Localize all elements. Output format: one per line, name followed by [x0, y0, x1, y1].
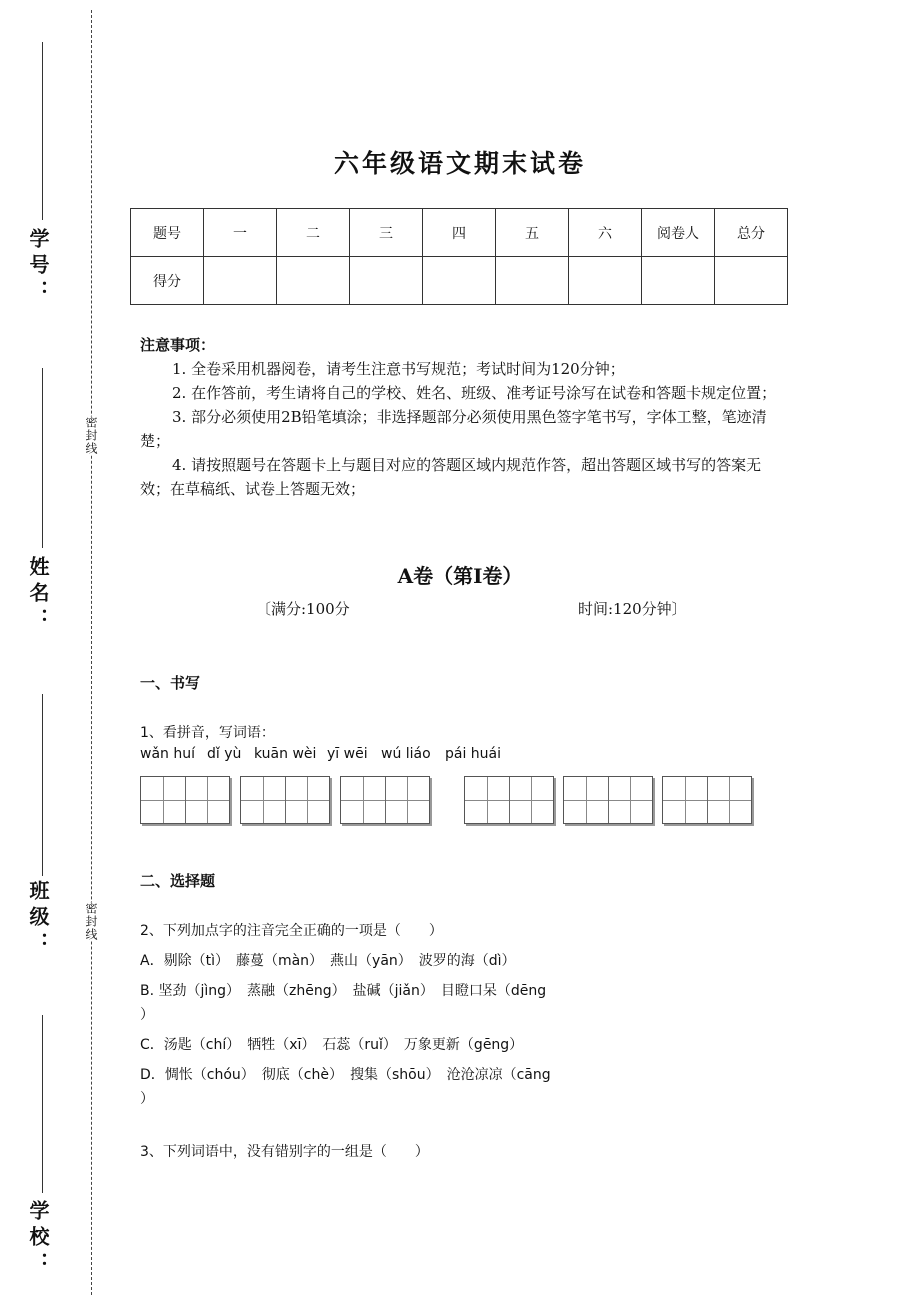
school-line[interactable] [42, 1015, 43, 1193]
score-cell[interactable] [642, 257, 715, 305]
class-line[interactable] [42, 694, 43, 876]
option-b-wrap: ） [140, 1007, 154, 1023]
part2-title: 二、选择题 [140, 872, 216, 890]
option-a: A．剔除（tì） 藤蔓（màn） 燕山（yān） 波罗的海（dì） [140, 953, 516, 969]
table-row [131, 209, 788, 257]
question-1: 1、看拼音，写词语： [140, 725, 275, 741]
table-header: 五 [496, 209, 569, 257]
pinyin-label: dǐ yù [207, 746, 242, 762]
table-header: 阅卷人 [642, 209, 715, 257]
score-cell[interactable] [277, 257, 350, 305]
table-header: 三 [350, 209, 423, 257]
name-line[interactable] [42, 368, 43, 548]
writing-grid[interactable] [662, 776, 752, 824]
table-header: 总分 [715, 209, 788, 257]
pinyin-label: pái huái [445, 746, 502, 762]
writing-grid[interactable] [340, 776, 430, 824]
score-cell[interactable] [204, 257, 277, 305]
writing-grid[interactable] [563, 776, 653, 824]
score-cell[interactable] [569, 257, 642, 305]
notice-block [140, 333, 785, 501]
score-table [130, 208, 788, 305]
option-d: D．惆怅（chóu） 彻底（chè） 搜集（shōu） 沧沧凉凉（cāng [140, 1067, 551, 1083]
table-header: 题号 [131, 209, 204, 257]
class-label: 班级： [26, 880, 50, 958]
full-score: 〔满分:100分 [256, 600, 350, 618]
writing-grid[interactable] [464, 776, 554, 824]
table-header: 四 [423, 209, 496, 257]
score-cell[interactable] [715, 257, 788, 305]
notice-item: 4. 请按照题号在答题卡上与题目对应的答题区域内规范作答，超出答题区域书写的答案无效；在草稿纸、试卷上答题无效； [140, 456, 762, 498]
notice-item: 2. 在作答前，考生请将自己的学校、姓名、班级、准考证号涂写在试卷和答题卡规定位置； [172, 384, 777, 402]
table-header: 一 [204, 209, 277, 257]
page-title: 六年级语文期末试卷 [333, 149, 586, 178]
section-a-title: A卷（第I卷） [397, 564, 523, 588]
table-header: 二 [277, 209, 350, 257]
question-2: 2、下列加点字的注音完全正确的一项是（ ） [140, 923, 443, 939]
pinyin-label: wú liáo [381, 746, 431, 762]
school-label: 学校： [26, 1200, 50, 1278]
student-id-label: 学号： [26, 228, 50, 306]
score-cell[interactable] [423, 257, 496, 305]
pinyin-label: kuān wèi [254, 746, 317, 762]
option-c: C．汤匙（chí） 牺牲（xī） 石蕊（ruǐ） 万象更新（gēng） [140, 1037, 524, 1053]
binding-dashed-line [91, 10, 92, 1295]
option-b: B. 坚劲（jìng） 蒸融（zhēng） 盐碱（jiǎn） 目瞪口呆（dēng [140, 983, 547, 999]
notice-item: 3. 部分必须使用2B铅笔填涂；非选择题部分必须使用黑色签字笔书写，字体工整，笔迹清楚； [140, 408, 767, 450]
notice-item: 1. 全卷采用机器阅卷，请考生注意书写规范；考试时间为120分钟； [172, 360, 625, 378]
score-cell[interactable] [496, 257, 569, 305]
table-header: 六 [569, 209, 642, 257]
score-cell[interactable] [350, 257, 423, 305]
exam-time: 时间:120分钟〕 [578, 600, 687, 618]
seal-mark: 密封线 [84, 902, 98, 941]
seal-mark: 密封线 [84, 416, 98, 455]
name-label: 姓名： [26, 556, 50, 634]
writing-grid[interactable] [240, 776, 330, 824]
question-3: 3、下列词语中，没有错别字的一组是（ ） [140, 1144, 429, 1160]
part1-title: 一、书写 [140, 674, 201, 692]
score-row-label: 得分 [131, 257, 204, 305]
pinyin-label: wǎn huí [140, 746, 195, 762]
table-row [131, 257, 788, 305]
student-id-line[interactable] [42, 42, 43, 220]
notice-heading: 注意事项： [140, 336, 216, 354]
option-d-wrap: ） [140, 1091, 154, 1107]
writing-grid[interactable] [140, 776, 230, 824]
pinyin-label: yī wēi [327, 746, 368, 762]
